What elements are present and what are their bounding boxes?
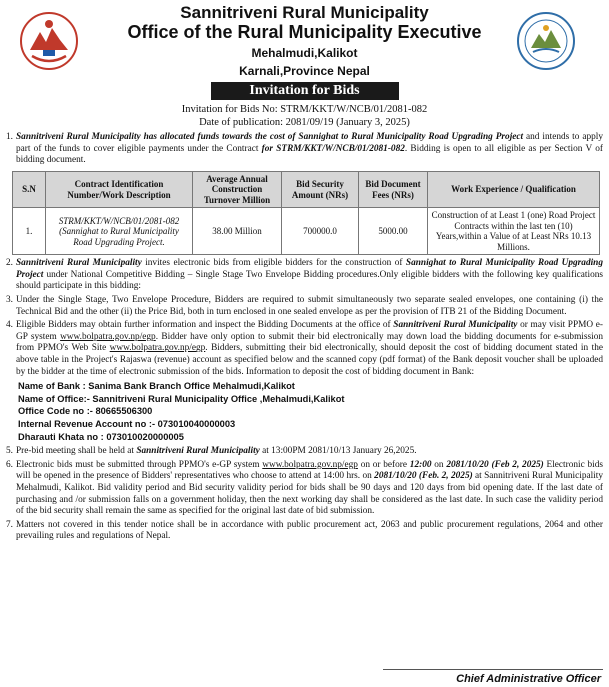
- revenue-account: Internal Revenue Account no :- 073010040000003: [18, 419, 236, 429]
- paragraph-text: Eligible Bidders may obtain further information and inspect the Bidding Documents at the office of: [16, 320, 394, 331]
- bid-details-table: [12, 171, 600, 256]
- paragraph-text: Under the Single Stage, Two Envelope Procedure, Bidders are required to submit simultaneously two separate sealed envelopes, one containing (i) the Technical Bid and the other (ii) the Price Bid, both in turn enclosed in one sealed envelope as per the provision of ITB 21 of the Bidding Document.: [16, 295, 603, 317]
- address-line-1: Mehalmudi,Kalikot: [251, 46, 358, 60]
- municipality-logo-icon: [515, 10, 577, 72]
- paragraph-6: [6, 460, 603, 518]
- paragraph-text: or may visit PPMO e-GP system: [16, 320, 604, 342]
- paragraph-text: on: [431, 459, 447, 470]
- col-contract-id: Contract Identification Number/Work Description: [46, 171, 193, 208]
- nepal-emblem-icon: [18, 10, 80, 72]
- col-turnover: Average Annual Construction Turnover Million: [193, 171, 282, 208]
- bank-office: Name of Office:- Sannitriveni Rural Municipality Office ,Mehalmudi,Kalikot: [18, 393, 345, 404]
- paragraph-text: on or before: [357, 459, 410, 470]
- cell-fees: 5000.00: [359, 208, 428, 255]
- table-header-row: [13, 171, 600, 208]
- dharauti-account: Dharauti Khata no : 073010020000005: [18, 431, 184, 442]
- contract-id: STRM/KKT/W/NCB/01/2081-082: [58, 215, 180, 226]
- col-doc-fees: Bid Document Fees (NRs): [359, 171, 428, 208]
- paragraph-text: and intends to apply part of the funds to cover eligible payments under the Contract: [16, 132, 603, 154]
- paragraph-text: Matters not covered in this tender notice shall be in accordance with public procurement act, 2063 and public procurement regulations, 2064 and other prevailing rules and regulations of Nepal.: [16, 519, 603, 542]
- cell-turnover: 38.00 Million: [193, 208, 282, 255]
- bid-number: Invitation for Bids No: STRM/KKT/W/NCB/01/2081-082: [181, 104, 428, 115]
- address-line-2: Karnali,Province Nepal: [239, 64, 370, 78]
- paragraph-text: Electronic bids must be submitted through PPMO's e-GP system: [16, 459, 263, 470]
- paragraph-text: at 13:00PM 2081/10/13 January 26,2025.: [259, 446, 417, 457]
- paragraph-text: Pre-bid meeting shall be held at: [16, 446, 137, 457]
- municipality-ref: Sannitriveni Rural Municipality: [393, 320, 518, 331]
- paragraph-number: 3.: [6, 295, 13, 306]
- paragraph-text: . Bidding is open to all eligible as per Section V of bidding document.: [16, 143, 603, 166]
- cell-contract: [46, 208, 193, 255]
- paragraph-2: [6, 258, 603, 293]
- project-name: Sannighat to Rural Municipality Road Upgrading Project: [16, 258, 603, 280]
- paragraph-text: under National Competitive Bidding – Single Stage Two Envelope Bidding procedures.Only eligible bidders with the following key qualifications should participate in this bidding:: [16, 269, 603, 292]
- table-row: [13, 208, 600, 255]
- deadline-time: 12:00: [409, 459, 432, 470]
- signatory-title: Chief Administrative Officer: [456, 673, 601, 685]
- funding-statement: Sannitriveni Rural Municipality has allocated funds towards the cost of Sannighat to Rural Municipality Road Upgrading Project: [16, 132, 524, 142]
- paragraph-number: 6.: [6, 459, 13, 470]
- paragraph-3: [6, 295, 603, 318]
- paragraph-number: 2.: [6, 258, 13, 269]
- cell-experience: Construction of at Least 1 (one) Road Project Contracts within the last ten (10) Years,within a Value of at Least NRs 10.13 Millions.: [428, 208, 600, 255]
- bank-name: Name of Bank : Sanima Bank Branch Office Mehalmudi,Kalikot: [18, 381, 295, 392]
- office-code: Office Code no :- 80665506300: [18, 406, 153, 417]
- notice-banner: Invitation for Bids: [211, 82, 399, 100]
- office-title: Office of the Rural Municipality Executive: [127, 22, 482, 42]
- cell-security: 700000.0: [282, 208, 359, 255]
- paragraph-1: [6, 132, 603, 167]
- paragraph-number: 4.: [6, 320, 13, 331]
- col-sn: S.N: [13, 171, 46, 208]
- egp-link[interactable]: www.bolpatra.gov.np/egp: [109, 343, 206, 354]
- paragraph-number: 5.: [6, 446, 13, 457]
- paragraph-text: . Bidders, submitting their bid electronically, should deposit the cost of bidding document stated in the above table in the Project's Rajaswa (revenue) account as specified below and the scanned copy (pdf format) of the Bank deposit voucher shall be uploaded by the bidder at the time of electronic submission of the bids. Information to deposit the cost of bidding document in Bank:: [16, 343, 603, 377]
- paragraph-7: [6, 520, 603, 543]
- work-description: (Sannighat to Rural Municipality Road Upgrading Project.: [59, 226, 179, 247]
- signature-line: [383, 669, 603, 670]
- municipality-ref: Sannitriveni Rural Municipality: [136, 446, 260, 457]
- paragraph-5: [6, 446, 603, 458]
- paragraph-text: at Sannitriveni Rural Municipality Mehalmudi, Kalikot. Bid validity period and Bid security validity period for bids shall be 90 days and 120 days from bid opening date. If the last date of purchasing and /or submission falls on a government holiday, then the next working day shall be considered as the last date. In such case the validity period of the bid security shall remain the same as specified for the original last date of bid submission.: [16, 471, 603, 517]
- publication-date: Date of publication: 2081/09/19 (January 3, 2025): [199, 117, 410, 128]
- cell-sn: 1.: [13, 208, 46, 255]
- paragraph-text: invites electronic bids from eligible bidders for the construction of: [141, 258, 406, 269]
- egp-link[interactable]: www.bolpatra.gov.np/egp: [60, 331, 156, 342]
- deadline-date: 2081/10/20 (Feb 2, 2025): [446, 459, 544, 470]
- opening-date: 2081/10/20 (Feb. 2, 2025): [374, 471, 473, 482]
- paragraph-text: . Bidder have only option to submit their bid electronically may down load the bidding documents for e-submission from PPMO's Web Site: [16, 331, 603, 354]
- municipality-ref: Sannitriveni Rural Municipality: [16, 258, 142, 269]
- egp-link[interactable]: www.bolpatra.gov.np/egp: [262, 459, 358, 470]
- paragraph-4: [6, 320, 603, 378]
- paragraph-number: 1.: [6, 132, 13, 142]
- paragraph-text: Electronic bids will be opened in the presence of Bidders' representatives who choose to attend at 14:00 hrs. on: [16, 459, 603, 482]
- municipality-name: Sannitriveni Rural Municipality: [180, 3, 429, 22]
- contract-reference: for STRM/KKT/W/NCB/01/2081-082: [261, 143, 405, 154]
- col-bid-security: Bid Security Amount (NRs): [282, 171, 359, 208]
- col-experience: Work Experience / Qualification: [428, 171, 600, 208]
- paragraph-number: 7.: [6, 519, 13, 530]
